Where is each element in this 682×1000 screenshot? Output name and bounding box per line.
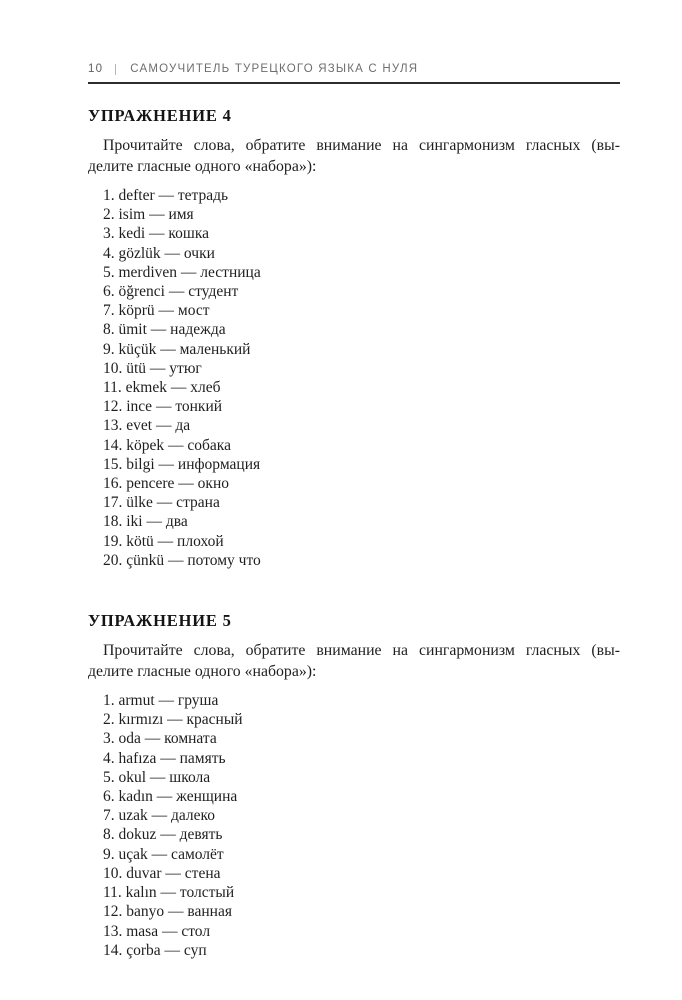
instruction-line: делите гласные одного «набора»): [88,157,317,175]
exercise-4-instruction [88,136,620,177]
instruction-line: делите гласные одного «набора»): [88,662,317,680]
list-item: 17. ülke — страна [103,494,220,512]
exercise-4-heading: УПРАЖНЕНИЕ 4 [88,106,232,125]
list-item: 3. oda — комната [103,730,217,748]
list-item: 1. armut — груша [103,692,219,710]
list-item: 11. ekmek — хлеб [103,379,221,397]
list-item: 14. çorba — суп [103,941,207,959]
list-item: 15. bilgi — информация [103,455,261,473]
header-rule [88,82,620,84]
list-item: 3. kedi — кошка [103,225,210,243]
list-item: 12. ince — тонкий [103,398,223,416]
list-item: 7. köprü — мост [103,302,210,320]
page-number: 10 [88,63,104,75]
list-item: 10. ütü — утюг [103,359,202,377]
list-item: 18. iki — два [103,513,188,531]
list-item: 14. köpek — собака [103,436,231,454]
list-item: 13. evet — да [103,417,191,435]
list-item: 19. kötü — плохой [103,532,224,550]
instruction-line: Прочитайте слова, обратите внимание на сингармонизм гласных (вы- [103,137,620,154]
book-page [88,0,620,960]
list-item: 8. dokuz — девять [103,826,223,844]
list-item: 2. kırmızı — красный [103,711,243,729]
exercise-4-word-list [103,186,620,570]
list-item: 1. defter — тетрадь [103,187,229,204]
book-title: САМОУЧИТЕЛЬ ТУРЕЦКОГО ЯЗЫКА С НУЛЯ [130,63,419,75]
list-item: 6. öğrenci — студент [103,283,239,301]
list-item: 13. masa — стол [103,922,211,940]
list-item: 7. uzak — далеко [103,807,216,825]
exercise-section-4 [88,106,620,570]
list-item: 2. isim — имя [103,206,194,224]
exercise-section-5 [88,611,620,960]
header-divider [115,64,116,75]
list-item: 5. merdiven — лестница [103,263,261,281]
page-header [88,0,620,75]
list-item: 8. ümit — надежда [103,321,226,339]
exercise-5-heading: УПРАЖНЕНИЕ 5 [88,611,232,631]
list-item: 6. kadın — женщина [103,788,238,806]
list-item: 9. uçak — самолёт [103,845,224,863]
list-item: 9. küçük — маленький [103,340,251,358]
list-item: 16. pencere — окно [103,475,230,493]
list-item: 10. duvar — стена [103,864,221,882]
list-item: 12. banyo — ванная [103,903,232,921]
instruction-line: Прочитайте слова, обратите внимание на сингармонизм гласных (вы- [103,642,620,660]
exercise-5-instruction [88,641,620,682]
list-item: 4. hafıza — память [103,749,226,767]
list-item: 11. kalın — толстый [103,884,235,902]
list-item: 4. gözlük — очки [103,244,215,262]
list-item: 5. okul — школа [103,768,211,786]
exercise-5-word-list [103,691,620,960]
list-item: 20. çünkü — потому что [103,551,261,569]
